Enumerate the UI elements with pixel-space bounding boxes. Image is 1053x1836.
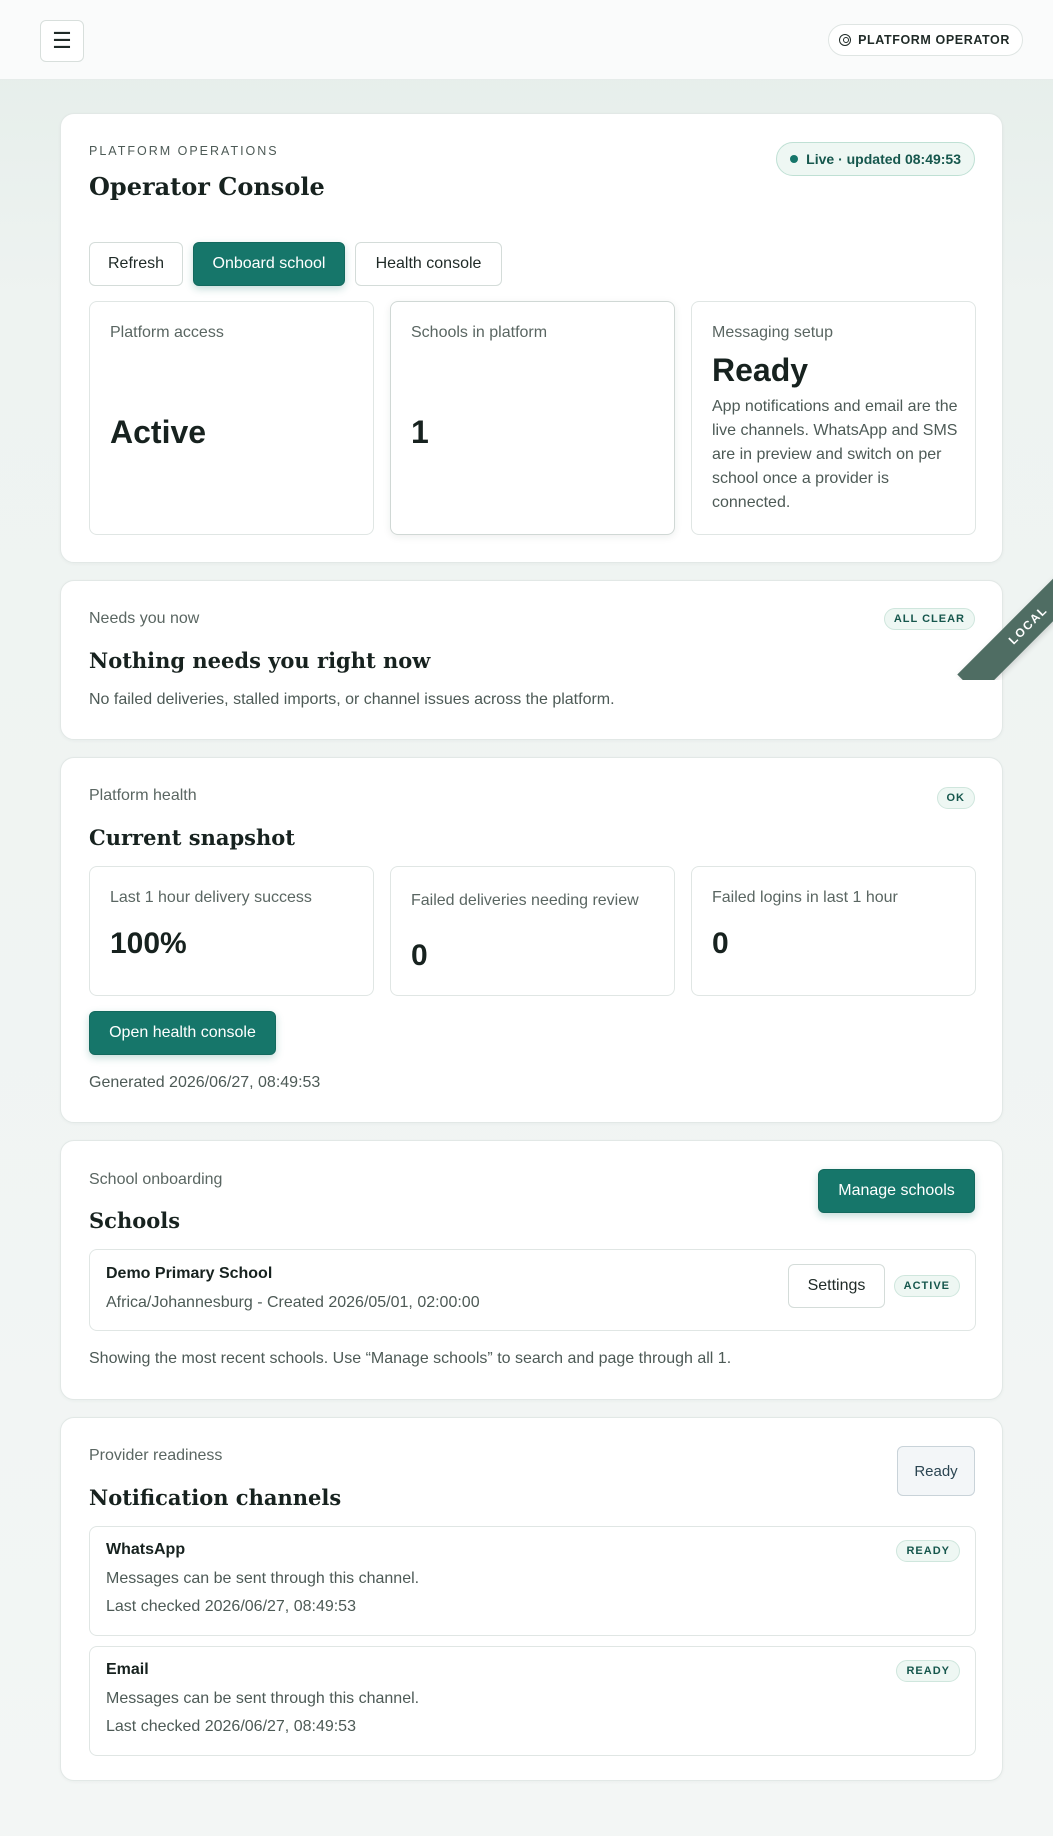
metric-label: Failed logins in last 1 hour xyxy=(712,889,898,906)
channel-name: Email xyxy=(106,1661,149,1678)
live-dot-icon xyxy=(790,155,798,163)
tile-label: Messaging setup xyxy=(712,324,833,341)
schools-card xyxy=(60,1140,1003,1400)
channel-last-checked: Last checked 2026/06/27, 08:49:53 xyxy=(106,1598,356,1615)
needs-text: No failed deliveries, stalled imports, or channel issues across the platform. xyxy=(89,691,615,708)
ok-badge: OK xyxy=(937,787,976,809)
refresh-button[interactable]: Refresh xyxy=(89,242,183,286)
metric-label: Last 1 hour delivery success xyxy=(110,889,312,906)
metric-tile xyxy=(390,866,675,996)
top-bar xyxy=(0,0,1053,80)
all-clear-badge: ALL CLEAR xyxy=(884,608,975,630)
channel-description: Messages can be sent through this channel. xyxy=(106,1570,420,1587)
menu-button[interactable] xyxy=(40,20,84,62)
open-health-console-button[interactable]: Open health console xyxy=(89,1011,276,1055)
schools-footnote: Showing the most recent schools. Use “Manage schools” to search and page through all 1. xyxy=(89,1350,732,1367)
metric-label: Failed deliveries needing review xyxy=(411,892,639,909)
school-meta: Africa/Johannesburg - Created 2026/05/01, 02:00:00 xyxy=(106,1294,480,1311)
health-console-button[interactable]: Health console xyxy=(355,242,502,286)
operator-label: PLATFORM OPERATOR xyxy=(858,33,1010,47)
ribbon-label: LOCAL xyxy=(957,570,1053,680)
channel-ready-badge: READY xyxy=(896,1540,960,1562)
page-title: Operator Console xyxy=(89,172,325,201)
health-subhead: Platform health xyxy=(89,787,197,804)
providers-subhead: Provider readiness xyxy=(89,1447,223,1464)
schools-subhead: School onboarding xyxy=(89,1171,223,1188)
school-row[interactable] xyxy=(89,1249,976,1331)
tile-value: 1 xyxy=(411,414,429,450)
onboard-school-button[interactable]: Onboard school xyxy=(193,242,345,286)
channel-name: WhatsApp xyxy=(106,1541,186,1558)
metric-tile xyxy=(89,866,374,996)
channel-ready-badge: READY xyxy=(896,1660,960,1682)
target-icon xyxy=(839,34,851,46)
channel-row xyxy=(89,1526,976,1636)
operator-badge[interactable] xyxy=(828,24,1023,56)
needs-title: Nothing needs you right now xyxy=(89,648,431,673)
channel-last-checked: Last checked 2026/06/27, 08:49:53 xyxy=(106,1718,356,1735)
tile-value: Ready xyxy=(712,352,809,388)
providers-ready-button[interactable]: Ready xyxy=(897,1446,975,1496)
messaging-description: App notifications and email are the live channels. WhatsApp and SMS are in preview and switch on per school once a provider is connected. xyxy=(712,398,958,511)
manage-schools-button[interactable]: Manage schools xyxy=(818,1169,975,1213)
tile-label: Schools in platform xyxy=(411,324,548,341)
live-status-text: Live · updated 08:49:53 xyxy=(806,151,961,167)
needs-subhead: Needs you now xyxy=(89,610,200,627)
live-status-badge xyxy=(776,142,975,176)
providers-title: Notification channels xyxy=(89,1485,342,1510)
platform-health-card xyxy=(60,757,1003,1123)
channel-description: Messages can be sent through this channel. xyxy=(106,1690,420,1707)
school-settings-button[interactable]: Settings xyxy=(788,1264,885,1308)
console-eyebrow: PLATFORM OPERATIONS xyxy=(89,144,279,158)
tile-label: Platform access xyxy=(110,324,224,341)
metric-value: 0 xyxy=(712,927,729,960)
health-title: Current snapshot xyxy=(89,825,295,850)
channel-row xyxy=(89,1646,976,1756)
notification-channels-card xyxy=(60,1417,1003,1781)
platform-access-tile xyxy=(89,301,374,535)
tile-value: Active xyxy=(110,414,207,450)
menu-icon: ☰ xyxy=(52,28,72,53)
schools-count-tile[interactable] xyxy=(390,301,675,535)
needs-card xyxy=(60,580,1003,740)
environment-ribbon xyxy=(943,570,1053,680)
school-name: Demo Primary School xyxy=(106,1265,273,1282)
metric-tile xyxy=(691,866,976,996)
operator-console-card xyxy=(60,113,1003,563)
metric-value: 100% xyxy=(110,927,187,960)
messaging-setup-tile xyxy=(691,301,976,535)
metric-value: 0 xyxy=(411,939,428,972)
generated-timestamp: Generated 2026/06/27, 08:49:53 xyxy=(89,1074,321,1091)
schools-title: Schools xyxy=(89,1208,181,1233)
school-status-badge: ACTIVE xyxy=(894,1275,960,1297)
